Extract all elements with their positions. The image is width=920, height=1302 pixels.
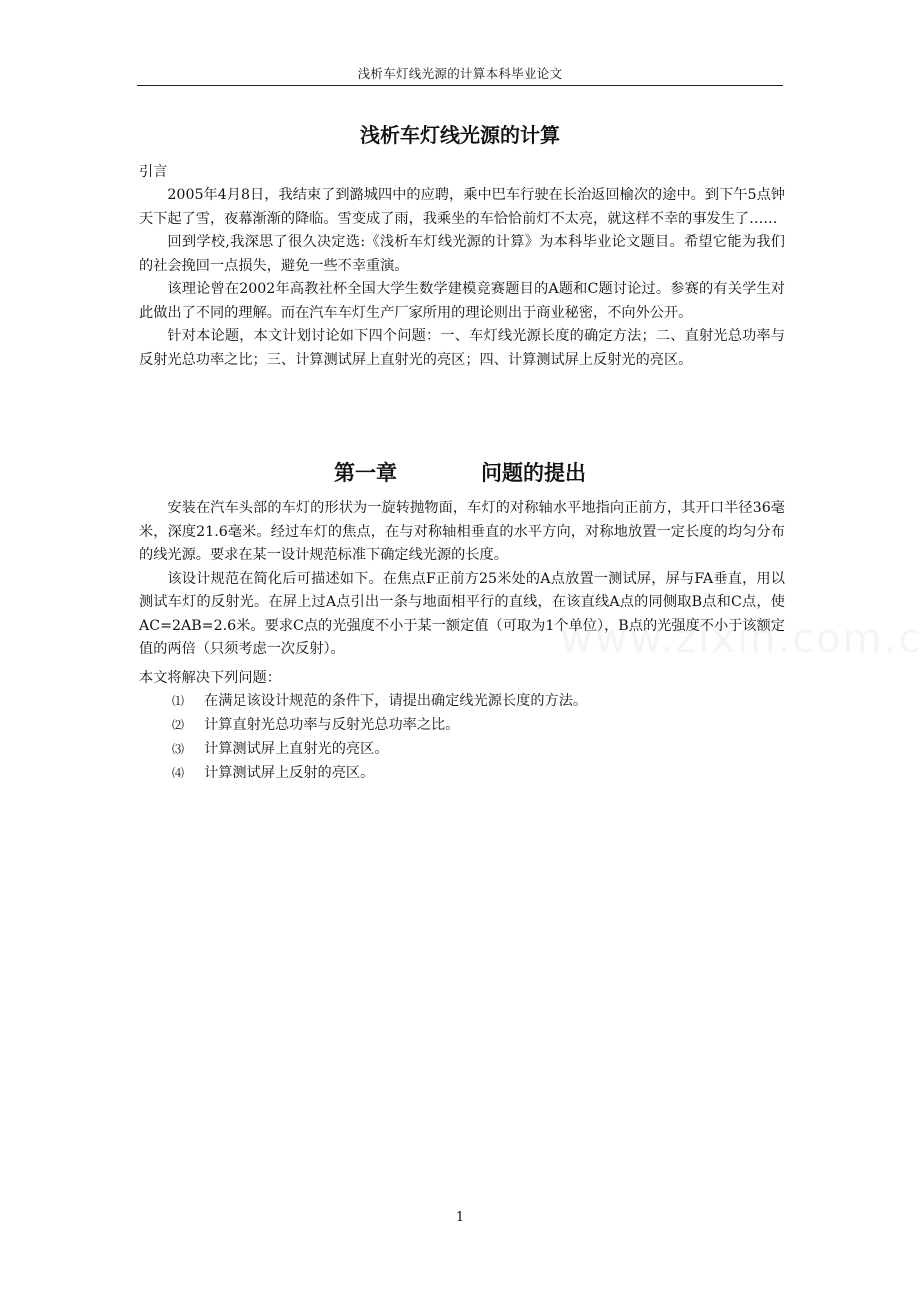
- list-item: [172, 761, 772, 785]
- list-item-text: 计算测试屏上反射的亮区。: [204, 765, 375, 781]
- intro-paragraph-4: 针对本论题，本文计划讨论如下四个问题：一、车灯线光源长度的确定方法；二、直射光总功率与反射光总功率之比；三、计算测试屏上直射光的亮区；四、计算测试屏上反射光的亮区。: [139, 328, 785, 368]
- header-rule: [137, 85, 783, 86]
- list-item-text: 计算测试屏上直射光的亮区。: [204, 741, 389, 757]
- list-marker: ⑷: [172, 766, 185, 780]
- chapter-title: 问题的提出: [481, 461, 586, 485]
- intro-heading: 引言: [139, 164, 168, 180]
- chapter-number: 第一章: [334, 461, 397, 485]
- list-marker: ⑴: [172, 694, 185, 708]
- list-item-text: 计算直射光总功率与反射光总功率之比。: [204, 717, 460, 733]
- intro-body: [139, 184, 785, 372]
- intro-paragraph-1: 2005年4月8日，我结束了到潞城四中的应聘，乘中巴车行驶在长治返回榆次的途中。到下午5点钟天下起了雪，夜幕渐渐的降临。雪变成了雨，我乘坐的车恰恰前灯不太亮，就这样不幸的事发生了……: [139, 187, 785, 227]
- intro-paragraph-3: 该理论曾在2002年高教社杯全国大学生数学建模竞赛题目的A题和C题讨论过。参赛的有关学生对此做出了不同的理解。而在汽车车灯生产厂家所用的理论则出于商业秘密，不向外公开。: [139, 281, 785, 321]
- list-item: [172, 689, 772, 713]
- list-item: [172, 737, 772, 761]
- chapter-heading: [137, 457, 783, 489]
- problem-list: [172, 689, 772, 785]
- running-header: 浅析车灯线光源的计算本科毕业论文: [357, 66, 563, 81]
- page-number: 1: [455, 1210, 465, 1225]
- chapter-paragraph-1: 安装在汽车头部的车灯的形状为一旋转抛物面，车灯的对称轴水平地指向正前方，其开口半径36毫米，深度21.6毫米。经过车灯的焦点，在与对称轴相垂直的水平方向，对称地放置一定长度的均匀分布的线光源。要求在某一设计规范标准下确定线光源的长度。: [139, 500, 785, 563]
- problem-list-intro: 本文将解决下列问题：: [139, 670, 281, 686]
- list-marker: ⑶: [172, 742, 185, 756]
- chapter-paragraph-2: 该设计规范在简化后可描述如下。在焦点F正前方25米处的A点放置一测试屏，屏与FA垂直，用以测试车灯的反射光。在屏上过A点引出一条与地面相平行的直线，在该直线A点的同侧取B点和C点，使AC=2AB=2.6米。要求C点的光强度不小于某一额定值（可取为1个单位），B点的光强度不小于该额定值的两倍（只须考虑一次反射）。: [139, 570, 785, 657]
- list-marker: ⑵: [172, 718, 185, 732]
- intro-paragraph-2: 回到学校,我深思了很久决定选:《浅析车灯线光源的计算》为本科毕业论文题目。希望它能为我们的社会挽回一点损失，避免一些不幸重演。: [139, 234, 785, 274]
- list-item-text: 在满足该设计规范的条件下，请提出确定线光源长度的方法。: [204, 693, 588, 709]
- chapter-body: [139, 497, 785, 662]
- document-title: 浅析车灯线光源的计算: [360, 123, 560, 147]
- list-item: [172, 713, 772, 737]
